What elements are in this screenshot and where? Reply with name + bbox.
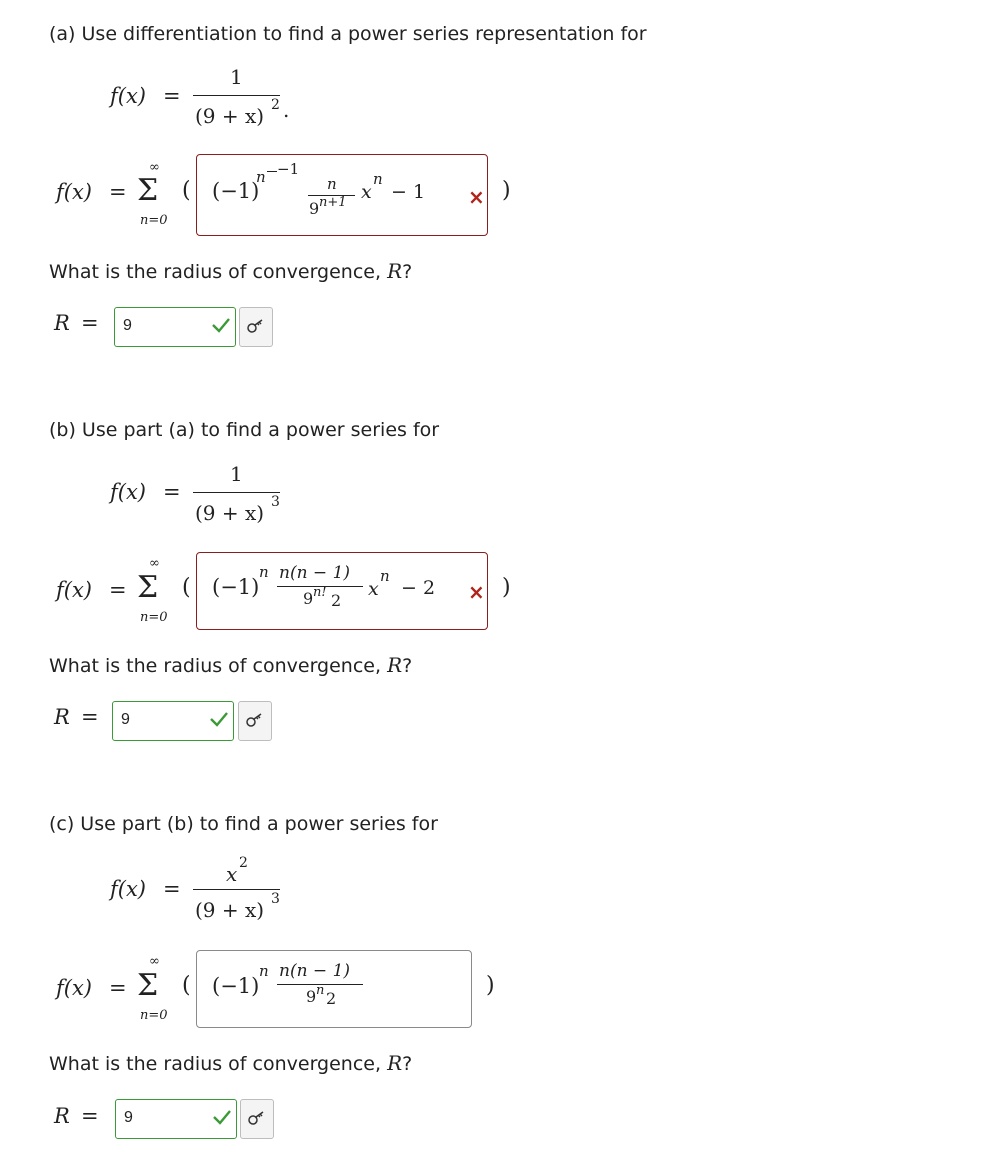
open-paren: ( <box>182 575 191 600</box>
radius-input[interactable] <box>115 1099 237 1139</box>
fraction-denominator-exponent: n+1 <box>319 195 347 210</box>
series-answer-input[interactable] <box>196 552 488 630</box>
answer-tail: − 1 <box>391 181 426 203</box>
numerator-exponent: 2 <box>239 855 248 871</box>
equals-sign: = <box>109 180 127 204</box>
function-lhs: f(x) <box>110 480 147 504</box>
fraction-numerator: 1 <box>230 65 243 89</box>
x-base: x <box>368 578 379 600</box>
exponent-tail: −1 <box>277 160 300 178</box>
key-button[interactable] <box>239 307 273 347</box>
radius-value: 9 <box>123 317 132 334</box>
fraction-denominator-base: 9 <box>309 199 320 218</box>
key-icon <box>245 712 263 728</box>
denominator-exponent: 2 <box>271 97 280 113</box>
sigma-icon: Σ <box>137 968 159 1003</box>
answer-exponent: n <box>256 168 266 186</box>
check-icon <box>211 316 231 338</box>
check-icon <box>212 1108 232 1130</box>
radius-label: R <box>54 705 70 729</box>
part-a-prompt: (a) Use differentiation to find a power series representation for <box>49 23 647 45</box>
sum-lower-limit: n=0 <box>140 1008 168 1023</box>
equals-sign: = <box>163 480 181 504</box>
radius-label: R <box>54 311 70 335</box>
series-lhs: f(x) <box>56 180 93 204</box>
answer-exponent: n <box>259 563 269 581</box>
fraction-numerator: n <box>327 175 337 193</box>
function-lhs: f(x) <box>110 84 147 108</box>
fraction-bar <box>193 492 280 493</box>
x-exponent: n <box>380 567 390 585</box>
fraction-denominator-tail: 2 <box>326 989 337 1008</box>
trailing-period: . <box>283 98 290 122</box>
fraction-numerator: x <box>226 862 238 886</box>
open-paren: ( <box>182 178 191 203</box>
radius-input[interactable] <box>112 701 234 741</box>
sigma-icon: Σ <box>137 570 159 605</box>
x-base: x <box>361 181 372 203</box>
part-c-prompt: (c) Use part (b) to find a power series for <box>49 813 438 835</box>
fraction-bar <box>193 889 280 890</box>
close-paren: ) <box>502 575 511 600</box>
series-answer-input[interactable] <box>196 154 488 236</box>
equals-sign: = <box>81 705 99 729</box>
equals-sign: = <box>81 311 99 335</box>
close-paren: ) <box>502 178 511 203</box>
part-a-radius-question: What is the radius of convergence, R? <box>49 259 413 283</box>
close-paren: ) <box>486 973 495 998</box>
sum-upper-limit: ∞ <box>149 556 160 571</box>
fraction-denominator-exponent: n <box>316 983 325 998</box>
radius-value: 9 <box>121 711 130 728</box>
part-b-prompt: (b) Use part (a) to find a power series for <box>49 419 440 441</box>
radius-input[interactable] <box>114 307 236 347</box>
fraction-denominator: (9 + x) <box>195 104 265 128</box>
key-button[interactable] <box>240 1099 274 1139</box>
key-icon <box>247 1110 265 1126</box>
fraction-bar <box>193 95 280 96</box>
fraction-numerator: n(n − 1) <box>279 563 351 583</box>
sum-lower-limit: n=0 <box>140 213 168 228</box>
equals-sign: = <box>109 578 127 602</box>
equals-sign: = <box>81 1104 99 1128</box>
answer-base: (−1) <box>212 974 260 998</box>
key-button[interactable] <box>238 701 272 741</box>
part-b-radius-question: What is the radius of convergence, R? <box>49 653 413 677</box>
fraction-numerator: 1 <box>230 462 243 486</box>
function-lhs: f(x) <box>110 877 147 901</box>
sum-upper-limit: ∞ <box>149 954 160 969</box>
open-paren: ( <box>182 973 191 998</box>
radius-value: 9 <box>124 1109 133 1126</box>
sigma-icon: Σ <box>137 173 159 208</box>
series-answer-input[interactable] <box>196 950 472 1028</box>
x-icon: × <box>468 580 485 604</box>
answer-base: (−1) <box>212 575 260 599</box>
answer-exponent: n <box>259 962 269 980</box>
equals-sign: = <box>163 877 181 901</box>
radius-label: R <box>54 1104 70 1128</box>
fraction-denominator: (9 + x) <box>195 898 265 922</box>
x-exponent: n <box>373 170 383 188</box>
fraction-denominator-exponent: n! <box>313 585 327 600</box>
check-icon <box>209 710 229 732</box>
part-c-radius-question: What is the radius of convergence, R? <box>49 1051 413 1075</box>
series-lhs: f(x) <box>56 578 93 602</box>
fraction-denominator-tail: 2 <box>331 591 342 610</box>
denominator-exponent: 3 <box>271 891 280 907</box>
sum-upper-limit: ∞ <box>149 160 160 175</box>
sum-lower-limit: n=0 <box>140 610 168 625</box>
denominator-exponent: 3 <box>271 494 280 510</box>
fraction-denominator-base: 9 <box>303 589 314 608</box>
fraction-denominator-base: 9 <box>306 987 317 1006</box>
fraction-numerator: n(n − 1) <box>279 961 351 981</box>
equals-sign: = <box>163 84 181 108</box>
series-lhs: f(x) <box>56 976 93 1000</box>
exponent-bar <box>267 171 277 172</box>
fraction-denominator: (9 + x) <box>195 501 265 525</box>
answer-tail: − 2 <box>401 577 436 599</box>
equals-sign: = <box>109 976 127 1000</box>
key-icon <box>246 318 264 334</box>
answer-base: (−1) <box>212 179 260 203</box>
x-icon: × <box>468 185 485 209</box>
